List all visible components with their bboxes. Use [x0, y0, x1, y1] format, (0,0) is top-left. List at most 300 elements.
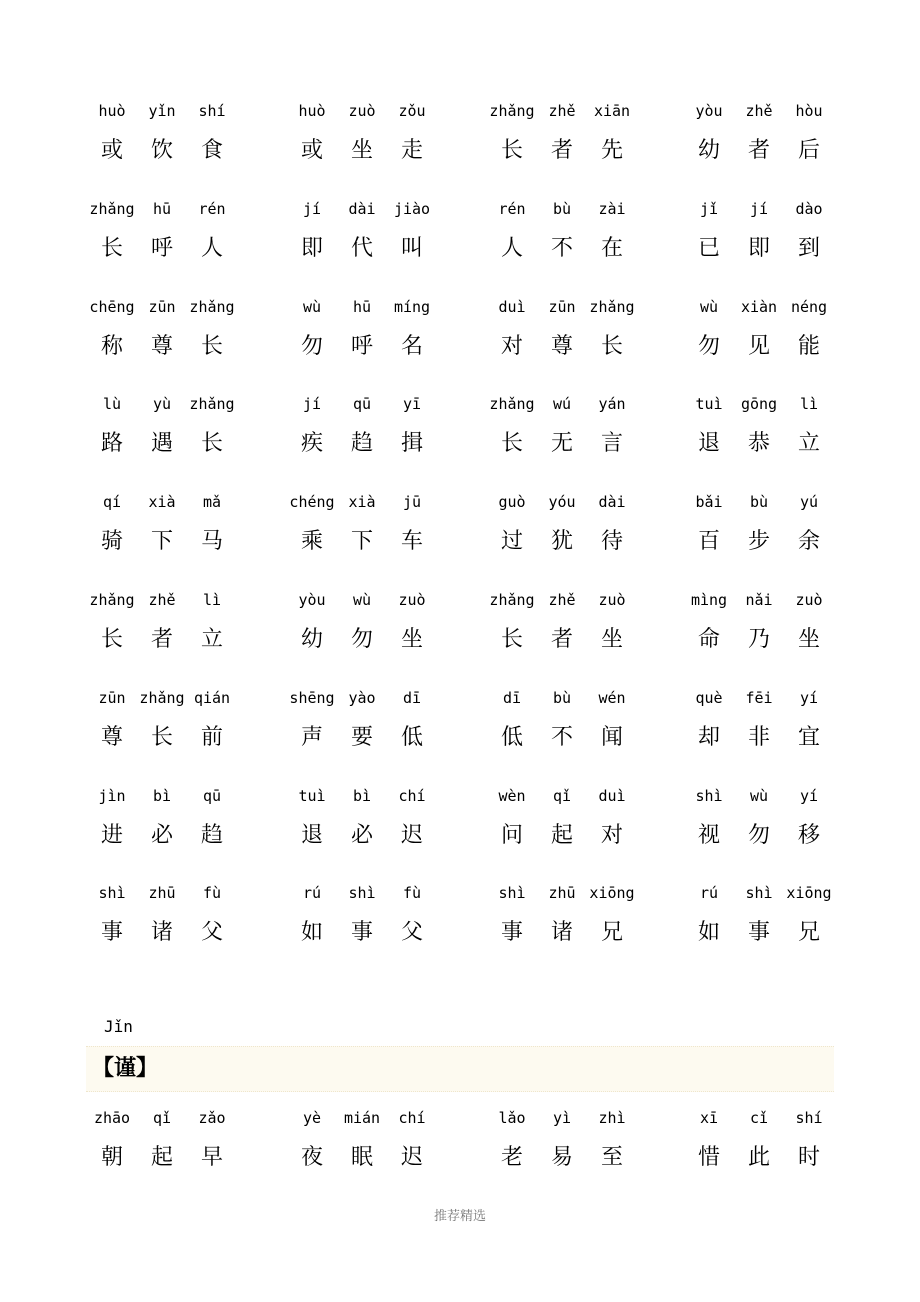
pinyin-text: yóu: [548, 493, 576, 512]
hanzi-text: 先: [600, 138, 623, 163]
hanzi-text: 言: [600, 431, 623, 457]
pinyin-text: yè: [302, 1109, 322, 1127]
character-cell: [781, 781, 837, 861]
pinyin-text: jí: [749, 199, 769, 218]
pinyin-text: zuò: [348, 102, 376, 120]
hanzi-text: 步: [747, 529, 770, 555]
pinyin-text: gōng: [740, 395, 778, 414]
hanzi-text: 如: [697, 920, 720, 946]
pinyin-text: nǎi: [745, 590, 773, 609]
character-cell: [584, 585, 640, 665]
hanzi-text: 勿: [697, 333, 720, 359]
character-cell: [184, 781, 240, 861]
character-cell: [184, 1103, 240, 1183]
pinyin-text: zhǎng: [189, 297, 235, 316]
pinyin-text: dài: [598, 493, 626, 512]
pinyin-text: wén: [598, 688, 626, 707]
verse-phrase: [286, 96, 456, 194]
character-cell: [584, 389, 640, 469]
character-cell: [184, 683, 240, 763]
pinyin-text: fēi: [745, 688, 773, 707]
character-cell: [184, 487, 240, 567]
hanzi-text: 退: [300, 822, 323, 848]
hanzi-text: 对: [600, 822, 623, 848]
character-cell: [184, 585, 240, 665]
hanzi-text: 易: [550, 1145, 573, 1170]
pinyin-text: zuò: [598, 590, 626, 609]
hanzi-text: 下: [350, 529, 373, 555]
pinyin-text: yǐn: [148, 102, 176, 120]
hanzi-text: 百: [697, 529, 720, 555]
pinyin-text: wù: [749, 786, 769, 805]
hanzi-text: 长: [100, 235, 123, 261]
pinyin-text: yòu: [695, 102, 723, 120]
hanzi-text: 长: [500, 138, 523, 163]
character-cell: [584, 1103, 640, 1183]
hanzi-text: 幼: [300, 626, 323, 652]
page-footer: 推荐精选: [433, 1209, 486, 1224]
character-cell: [781, 96, 837, 176]
verse-row: [86, 292, 836, 390]
pinyin-text: bù: [749, 493, 769, 512]
hanzi-text: 趋: [200, 822, 223, 848]
hanzi-text: 食: [200, 138, 223, 163]
hanzi-text: 不: [550, 235, 573, 261]
pinyin-text: shì: [695, 786, 723, 805]
hanzi-text: 兄: [797, 920, 820, 946]
pinyin-text: wù: [699, 297, 719, 316]
hanzi-text: 饮: [150, 138, 173, 163]
verse-phrase: [486, 781, 656, 879]
pinyin-text: xiān: [593, 102, 631, 120]
pinyin-text: mìng: [690, 590, 728, 609]
hanzi-text: 遇: [150, 431, 173, 457]
hanzi-text: 事: [500, 920, 523, 946]
hanzi-text: 朝: [100, 1145, 123, 1170]
verse-phrase: [86, 292, 256, 390]
character-cell: [184, 292, 240, 372]
pinyin-text: rú: [699, 884, 719, 903]
pinyin-text: hū: [352, 297, 372, 316]
hanzi-text: 此: [747, 1145, 770, 1170]
pinyin-text: qí: [102, 493, 122, 512]
verse-row: [86, 1103, 836, 1201]
hanzi-text: 坐: [400, 626, 423, 652]
pinyin-text: dī: [502, 688, 522, 707]
pinyin-text: néng: [790, 297, 828, 316]
pinyin-text: yí: [799, 688, 819, 707]
verse-phrase: [286, 389, 456, 487]
character-cell: [184, 96, 240, 176]
pinyin-text: zhāo: [93, 1109, 131, 1127]
pinyin-text: rú: [302, 884, 322, 903]
hanzi-text: 低: [400, 724, 423, 750]
pinyin-text: zūn: [548, 297, 576, 316]
verse-phrase: [86, 194, 256, 292]
character-cell: [781, 1103, 837, 1183]
verse-phrase: [86, 781, 256, 879]
hanzi-text: 长: [500, 431, 523, 457]
section-verse-grid: [86, 1103, 836, 1201]
hanzi-text: 事: [350, 920, 373, 946]
hanzi-text: 幼: [697, 138, 720, 163]
pinyin-text: zūn: [98, 688, 126, 707]
character-cell: [384, 487, 440, 567]
section-pinyin: Jǐn: [104, 1017, 133, 1036]
character-cell: [781, 292, 837, 372]
hanzi-text: 疾: [300, 431, 323, 457]
pinyin-text: xiàn: [740, 297, 778, 316]
pinyin-text: hū: [152, 199, 172, 218]
hanzi-text: 尊: [150, 333, 173, 359]
pinyin-text: zǎo: [198, 1109, 226, 1127]
hanzi-text: 低: [500, 724, 523, 750]
hanzi-text: 犹: [550, 529, 573, 555]
verse-row: [86, 194, 836, 292]
hanzi-text: 立: [797, 431, 820, 457]
hanzi-text: 见: [747, 333, 770, 359]
verse-row: [86, 96, 836, 194]
pinyin-text: zhǎng: [489, 395, 535, 414]
hanzi-text: 长: [500, 626, 523, 652]
pinyin-text: jiào: [393, 199, 431, 218]
pinyin-text: shí: [795, 1109, 823, 1127]
hanzi-text: 时: [797, 1145, 820, 1170]
verse-phrase: [683, 781, 853, 879]
hanzi-text: 诸: [550, 920, 573, 946]
character-cell: [584, 292, 640, 372]
pinyin-text: shì: [498, 884, 526, 903]
pinyin-text: zhǎng: [489, 590, 535, 609]
hanzi-text: 勿: [350, 626, 373, 652]
character-cell: [384, 585, 440, 665]
character-cell: [584, 781, 640, 861]
character-cell: [781, 878, 837, 958]
pinyin-text: zhǎng: [89, 590, 135, 609]
pinyin-text: yì: [552, 1109, 572, 1127]
pinyin-text: fù: [202, 884, 222, 903]
character-cell: [184, 389, 240, 469]
verse-phrase: [86, 585, 256, 683]
verse-phrase: [86, 878, 256, 976]
hanzi-text: 骑: [100, 529, 123, 555]
hanzi-text: 叫: [400, 235, 423, 261]
verse-phrase: [86, 389, 256, 487]
pinyin-text: yù: [152, 395, 172, 414]
hanzi-text: 马: [200, 529, 223, 555]
pinyin-text: zhǎng: [589, 297, 635, 316]
hanzi-text: 视: [697, 822, 720, 848]
hanzi-text: 命: [697, 626, 720, 652]
pinyin-text: shì: [745, 884, 773, 903]
verse-row: [86, 585, 836, 683]
hanzi-text: 无: [550, 431, 573, 457]
pinyin-text: zhě: [148, 590, 176, 609]
pinyin-text: xiōng: [786, 884, 832, 903]
hanzi-text: 长: [200, 333, 223, 359]
character-cell: [584, 487, 640, 567]
hanzi-text: 或: [300, 138, 323, 163]
hanzi-text: 立: [200, 626, 223, 652]
verse-row: [86, 878, 836, 976]
pinyin-text: qǐ: [152, 1109, 172, 1127]
hanzi-text: 待: [600, 529, 623, 555]
verse-phrase: [86, 96, 256, 194]
pinyin-text: yí: [799, 786, 819, 805]
hanzi-text: 长: [100, 626, 123, 652]
hanzi-text: 乃: [747, 626, 770, 652]
hanzi-text: 勿: [300, 333, 323, 359]
hanzi-text: 名: [400, 333, 423, 359]
hanzi-text: 后: [797, 138, 820, 163]
section-header-bar: [86, 1046, 834, 1092]
verse-phrase: [486, 1103, 656, 1201]
pinyin-text: xī: [699, 1109, 719, 1127]
pinyin-text: bù: [552, 199, 572, 218]
pinyin-text: zhǎng: [489, 102, 535, 120]
hanzi-text: 走: [400, 138, 423, 163]
verse-phrase: [86, 1103, 256, 1201]
hanzi-text: 事: [747, 920, 770, 946]
pinyin-text: shì: [348, 884, 376, 903]
hanzi-text: 即: [747, 235, 770, 261]
pinyin-text: guò: [498, 493, 526, 512]
hanzi-text: 者: [550, 626, 573, 652]
hanzi-text: 长: [600, 333, 623, 359]
pinyin-text: zǒu: [398, 102, 426, 120]
verse-phrase: [683, 487, 853, 585]
pinyin-text: duì: [598, 786, 626, 805]
hanzi-text: 父: [400, 920, 423, 946]
hanzi-text: 必: [150, 822, 173, 848]
verse-phrase: [486, 878, 656, 976]
verse-phrase: [486, 194, 656, 292]
pinyin-text: lù: [102, 395, 122, 414]
hanzi-text: 长: [150, 724, 173, 750]
character-cell: [781, 487, 837, 567]
character-cell: [584, 878, 640, 958]
verse-phrase: [683, 683, 853, 781]
pinyin-text: shì: [98, 884, 126, 903]
hanzi-text: 老: [500, 1145, 523, 1170]
pinyin-text: wù: [352, 590, 372, 609]
pinyin-text: lì: [799, 395, 819, 414]
character-cell: [384, 96, 440, 176]
character-cell: [584, 683, 640, 763]
hanzi-text: 闻: [600, 724, 623, 750]
pinyin-text: mián: [343, 1109, 381, 1127]
pinyin-text: jìn: [98, 786, 126, 805]
verse-phrase: [286, 585, 456, 683]
pinyin-text: tuì: [695, 395, 723, 414]
pinyin-text: yào: [348, 688, 376, 707]
hanzi-text: 移: [797, 822, 820, 848]
hanzi-text: 过: [500, 529, 523, 555]
verse-phrase: [486, 96, 656, 194]
pinyin-text: bì: [352, 786, 372, 805]
pinyin-text: yán: [598, 395, 626, 414]
hanzi-text: 者: [150, 626, 173, 652]
pinyin-text: mǎ: [202, 493, 222, 512]
pinyin-text: lì: [202, 590, 222, 609]
pinyin-text: zhū: [148, 884, 176, 903]
hanzi-text: 不: [550, 724, 573, 750]
verse-phrase: [486, 389, 656, 487]
pinyin-text: fù: [402, 884, 422, 903]
pinyin-text: bǎi: [695, 493, 723, 512]
hanzi-text: 人: [200, 235, 223, 261]
hanzi-text: 勿: [747, 822, 770, 848]
verse-phrase: [486, 683, 656, 781]
pinyin-text: cǐ: [749, 1109, 769, 1127]
verse-phrase: [486, 487, 656, 585]
hanzi-text: 夜: [300, 1145, 323, 1170]
hanzi-text: 父: [200, 920, 223, 946]
pinyin-text: xià: [148, 493, 176, 512]
hanzi-text: 早: [200, 1145, 223, 1170]
hanzi-text: 即: [300, 235, 323, 261]
hanzi-text: 恭: [747, 431, 770, 457]
hanzi-text: 坐: [797, 626, 820, 652]
hanzi-text: 起: [150, 1145, 173, 1170]
character-cell: [384, 389, 440, 469]
hanzi-text: 已: [697, 235, 720, 261]
verse-phrase: [683, 878, 853, 976]
pinyin-text: lǎo: [498, 1109, 526, 1127]
verse-phrase: [86, 683, 256, 781]
pinyin-text: shí: [198, 102, 226, 120]
hanzi-text: 起: [550, 822, 573, 848]
hanzi-text: 迟: [400, 1145, 423, 1170]
hanzi-text: 能: [797, 333, 820, 359]
hanzi-text: 称: [100, 333, 123, 359]
pinyin-text: rén: [498, 199, 526, 218]
hanzi-text: 乘: [300, 529, 323, 555]
hanzi-text: 退: [697, 431, 720, 457]
pinyin-text: chēng: [89, 297, 135, 316]
pinyin-text: qū: [202, 786, 222, 805]
character-cell: [584, 194, 640, 274]
hanzi-text: 坐: [600, 626, 623, 652]
verse-row: [86, 683, 836, 781]
pinyin-text: zhě: [548, 590, 576, 609]
hanzi-text: 或: [100, 138, 123, 163]
hanzi-text: 问: [500, 822, 523, 848]
hanzi-text: 揖: [400, 431, 423, 457]
verse-phrase: [86, 487, 256, 585]
verse-phrase: [683, 194, 853, 292]
hanzi-text: 呼: [350, 333, 373, 359]
pinyin-text: xiōng: [589, 884, 635, 903]
hanzi-text: 到: [797, 235, 820, 261]
character-cell: [781, 194, 837, 274]
verse-phrase: [286, 781, 456, 879]
character-cell: [781, 683, 837, 763]
hanzi-text: 者: [550, 138, 573, 163]
pinyin-text: chí: [398, 786, 426, 805]
pinyin-text: zhū: [548, 884, 576, 903]
pinyin-text: qián: [193, 688, 231, 707]
character-cell: [384, 194, 440, 274]
pinyin-text: qū: [352, 395, 372, 414]
pinyin-text: huò: [298, 102, 326, 120]
verse-phrase: [683, 96, 853, 194]
hanzi-text: 者: [747, 138, 770, 163]
hanzi-text: 兄: [600, 920, 623, 946]
pinyin-text: rén: [198, 199, 226, 218]
pinyin-text: jí: [302, 395, 322, 414]
pinyin-text: zhì: [598, 1109, 626, 1127]
hanzi-text: 坐: [350, 138, 373, 163]
verse-phrase: [286, 194, 456, 292]
hanzi-text: 前: [200, 724, 223, 750]
character-cell: [384, 1103, 440, 1183]
verse-phrase: [486, 585, 656, 683]
character-cell: [584, 96, 640, 176]
pinyin-text: dào: [795, 199, 823, 218]
hanzi-text: 惜: [697, 1145, 720, 1170]
pinyin-text: dài: [348, 199, 376, 218]
pinyin-text: jí: [302, 199, 322, 218]
verse-phrase: [683, 1103, 853, 1201]
pinyin-text: bù: [552, 688, 572, 707]
hanzi-text: 尊: [100, 724, 123, 750]
pinyin-text: wù: [302, 297, 322, 316]
verse-grid: [86, 96, 836, 976]
hanzi-text: 呼: [150, 235, 173, 261]
hanzi-text: 却: [697, 724, 720, 750]
pinyin-text: duì: [498, 297, 526, 316]
hanzi-text: 事: [100, 920, 123, 946]
verse-phrase: [486, 292, 656, 390]
pinyin-text: jǐ: [699, 199, 719, 218]
pinyin-text: tuì: [298, 786, 326, 805]
pinyin-text: zhě: [548, 102, 576, 120]
character-cell: [384, 878, 440, 958]
character-cell: [184, 194, 240, 274]
verse-phrase: [683, 389, 853, 487]
pinyin-text: wèn: [498, 786, 526, 805]
pinyin-text: zuò: [398, 590, 426, 609]
pinyin-text: zuò: [795, 590, 823, 609]
hanzi-text: 趋: [350, 431, 373, 457]
pinyin-text: míng: [393, 297, 431, 316]
hanzi-text: 迟: [400, 822, 423, 848]
pinyin-text: huò: [98, 102, 126, 120]
hanzi-text: 人: [500, 235, 523, 261]
hanzi-text: 至: [600, 1145, 623, 1170]
verse-row: [86, 781, 836, 879]
hanzi-text: 如: [300, 920, 323, 946]
pinyin-text: zūn: [148, 297, 176, 316]
pinyin-text: chí: [398, 1109, 426, 1127]
pinyin-text: xià: [348, 493, 376, 512]
verse-row: [86, 487, 836, 585]
hanzi-text: 余: [797, 529, 820, 555]
verse-phrase: [286, 683, 456, 781]
hanzi-text: 路: [100, 431, 123, 457]
section-title: 【谨】: [92, 1056, 159, 1081]
verse-phrase: [286, 487, 456, 585]
hanzi-text: 进: [100, 822, 123, 848]
hanzi-text: 代: [350, 235, 373, 261]
verse-phrase: [286, 878, 456, 976]
hanzi-text: 要: [350, 724, 373, 750]
pinyin-text: hòu: [795, 102, 823, 120]
hanzi-text: 长: [200, 431, 223, 457]
pinyin-text: què: [695, 688, 723, 707]
hanzi-text: 对: [500, 333, 523, 359]
